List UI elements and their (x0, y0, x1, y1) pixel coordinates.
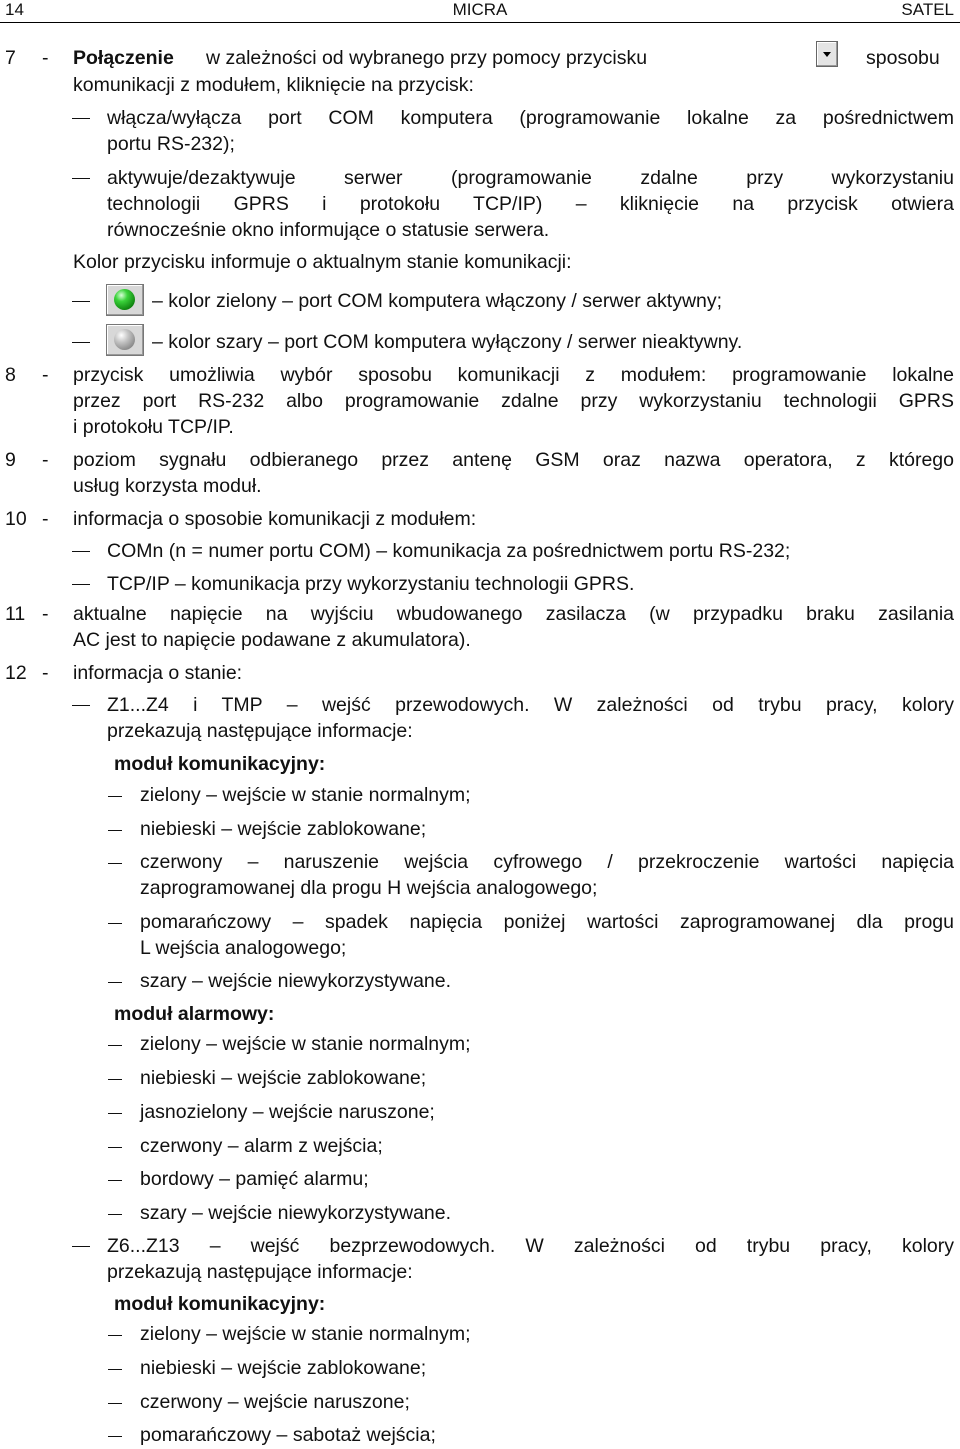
green-led-icon (114, 289, 135, 310)
wireless-red: czerwony – wejście naruszone; (140, 1391, 410, 1413)
bullet-dash (72, 301, 90, 302)
item-separator: - (42, 662, 49, 684)
page-number: 14 (5, 0, 24, 19)
bullet-dash (72, 178, 90, 179)
wireless-blue: niebieski – wejście zablokowane; (140, 1357, 427, 1379)
item-number: 8 (5, 364, 16, 386)
comm-gray: szary – wejście niewykorzystywane. (140, 970, 452, 992)
bullet-dash (108, 1214, 122, 1215)
document-title: MICRA (452, 0, 508, 19)
alarm-green: zielony – wejście w stanie normalnym; (140, 1033, 471, 1055)
dropdown-button-icon[interactable] (816, 41, 838, 67)
comm-orange-line-2: L wejścia analogowego; (140, 937, 347, 959)
item-separator: - (42, 47, 49, 69)
alarm-red: czerwony – alarm z wejścia; (140, 1135, 383, 1157)
comm-red-line-1: czerwony – naruszenie wejścia cyfrowego / przekroczenie wartości napięcia (140, 851, 954, 873)
item-separator: - (42, 364, 49, 386)
item-7-bullet-1-line-2: portu RS-232); (107, 133, 235, 155)
bullet-dash (108, 923, 122, 924)
bullet-dash (108, 1180, 122, 1181)
bullet-dash (72, 551, 90, 552)
z1-z4-line-1: Z1...Z4 i TMP – wejść przewodowych. W zależności od trybu pracy, kolory (107, 694, 954, 716)
item-separator: - (42, 449, 49, 471)
bullet-dash (108, 863, 122, 864)
page-header (0, 0, 960, 23)
comm-green: zielony – wejście w stanie normalnym; (140, 784, 471, 806)
item-9-text: poziom sygnału odbieranego przez antenę GSM oraz nazwa operatora, z którego (73, 449, 954, 471)
bullet-dash (108, 982, 122, 983)
item-10-text: informacja o sposobie komunikacji z modułem: (73, 508, 477, 530)
comm-red-line-2: zaprogramowanej dla progu H wejścia analogowego; (140, 877, 598, 899)
wireless-green: zielony – wejście w stanie normalnym; (140, 1323, 471, 1345)
alarm-module-heading: moduł alarmowy: (114, 1003, 275, 1025)
item-7-line-2: komunikacji z modułem, kliknięcie na przycisk: (73, 74, 474, 96)
item-number: 12 (5, 662, 27, 684)
z6-z13-line-2: przekazują następujące informacje: (107, 1261, 413, 1283)
bullet-dash (72, 584, 90, 585)
bullet-dash (108, 830, 122, 831)
brand-name: SATEL (901, 0, 954, 19)
bullet-dash (108, 1335, 122, 1336)
bullet-dash (108, 796, 122, 797)
item-7-bullet-1-line-1: włącza/wyłącza port COM komputera (programowanie lokalne za pośrednictwem (107, 107, 954, 129)
item-7-title: Połączenie (73, 47, 174, 69)
color-info-text: Kolor przycisku informuje o aktualnym stanie komunikacji: (73, 251, 572, 273)
item-7-text-end: sposobu (866, 47, 940, 69)
bullet-dash (72, 342, 90, 343)
bullet-dash (72, 1246, 90, 1247)
bullet-dash (108, 1436, 122, 1437)
bullet-dash (108, 1045, 122, 1046)
comm-module-heading-1: moduł komunikacyjny: (114, 753, 326, 775)
item-8-line-2: przez port RS-232 albo programowanie zdalne przy wykorzystaniu technologii GPRS (73, 390, 954, 412)
alarm-blue: niebieski – wejście zablokowane; (140, 1067, 427, 1089)
alarm-lightgreen: jasnozielony – wejście naruszone; (140, 1101, 435, 1123)
bullet-dash (108, 1369, 122, 1370)
comm-module-heading-2: moduł komunikacyjny: (114, 1293, 326, 1315)
status-button-gray[interactable] (106, 324, 144, 356)
comm-blue: niebieski – wejście zablokowane; (140, 818, 427, 840)
bullet-dash (108, 1079, 122, 1080)
comm-orange-line-1: pomarańczowy – spadek napięcia poniżej wartości zaprogramowanej dla progu (140, 911, 954, 933)
green-status-text: – kolor zielony – port COM komputera włączony / serwer aktywny; (152, 290, 723, 312)
item-11-line-2: AC jest to napięcie podawane z akumulatora). (73, 629, 471, 651)
item-10-bullet-2: TCP/IP – komunikacja przy wykorzystaniu technologii GPRS. (107, 573, 635, 595)
item-7-bullet-2-line-1: aktywuje/dezaktywuje serwer (programowanie zdalne przy wykorzystaniu (107, 167, 954, 189)
item-number: 7 (5, 47, 16, 69)
item-7-bullet-2-line-3: równocześnie okno informujące o statusie serwera. (107, 219, 550, 241)
gray-status-text: – kolor szary – port COM komputera wyłączony / serwer nieaktywny. (152, 331, 743, 353)
z6-z13-line-1: Z6...Z13 – wejść bezprzewodowych. W zależności od trybu pracy, kolory (107, 1235, 954, 1257)
item-8-text: przycisk umożliwia wybór sposobu komunikacji z modułem: programowanie lokalne (73, 364, 954, 386)
bullet-dash (108, 1403, 122, 1404)
alarm-maroon: bordowy – pamięć alarmu; (140, 1168, 369, 1190)
item-8-line-3: i protokołu TCP/IP. (73, 416, 234, 438)
item-number: 9 (5, 449, 16, 471)
item-7-bullet-2-line-2: technologii GPRS i protokołu TCP/IP) – kliknięcie na przycisk otwiera (107, 193, 954, 215)
item-11-text: aktualne napięcie na wyjściu wbudowanego zasilacza (w przypadku braku zasilania (73, 603, 954, 625)
bullet-dash (108, 1113, 122, 1114)
gray-led-icon (114, 329, 135, 350)
wireless-orange: pomarańczowy – sabotaż wejścia; (140, 1424, 436, 1446)
item-9-line-2: usług korzysta moduł. (73, 475, 262, 497)
bullet-dash (108, 1147, 122, 1148)
item-7-text: w zależności od wybranego przy pomocy przycisku (206, 47, 648, 69)
item-number: 11 (5, 603, 26, 625)
status-button-green[interactable] (106, 284, 144, 316)
item-separator: - (42, 603, 49, 625)
item-separator: - (42, 508, 49, 530)
z1-z4-line-2: przekazują następujące informacje: (107, 720, 413, 742)
item-12-text: informacja o stanie: (73, 662, 243, 684)
item-number: 10 (5, 508, 27, 530)
alarm-gray: szary – wejście niewykorzystywane. (140, 1202, 452, 1224)
bullet-dash (72, 118, 90, 119)
bullet-dash (72, 705, 90, 706)
item-10-bullet-1: COMn (n = numer portu COM) – komunikacja za pośrednictwem portu RS-232; (107, 540, 791, 562)
